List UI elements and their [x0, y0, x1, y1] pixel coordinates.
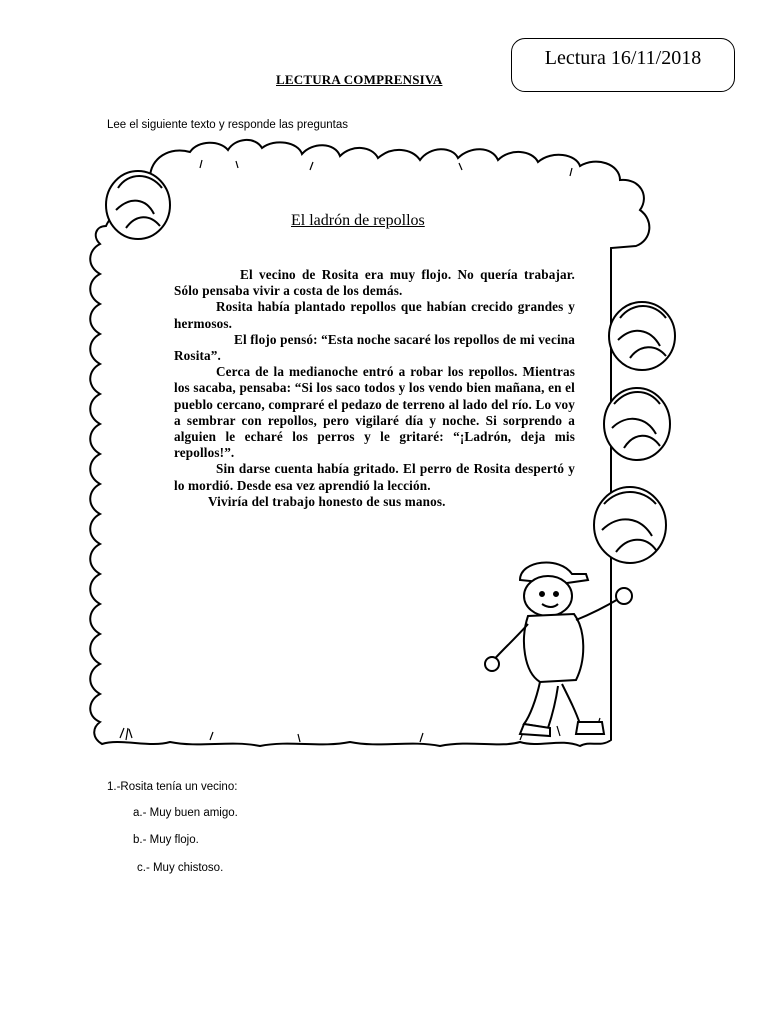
cabbage-icon	[594, 487, 666, 563]
question-prompt: 1.-Rosita tenía un vecino:	[107, 781, 238, 793]
story-text	[174, 267, 575, 510]
date-label: Lectura 16/11/2018	[544, 47, 702, 69]
question-option: c.- Muy chistoso.	[137, 862, 224, 874]
story-paragraph: Cerca de la medianoche entró a robar los repollos. Mientras los sacaba, pensaba: “Si los saco todos y los vendo bien mañana, en el pueblo cercano, compraré el pedazo de terreno al lado del río. Lo voy a sembrar con repollos, pero vigilaré día y noche. Si sorprendo a alguien le echaré los perros y le gritaré: “¡Ladrón, deja mis repollos!”.	[174, 364, 575, 461]
story-paragraph: Rosita había plantado repollos que habían crecido grandes y hermosos.	[174, 299, 575, 331]
question-option: b.- Muy flojo.	[133, 834, 199, 846]
story-paragraph: Sin darse cuenta había gritado. El perro de Rosita despertó y lo mordió. Desde esa vez aprendió la lección.	[174, 461, 575, 493]
story-title: El ladrón de repollos	[291, 212, 425, 229]
worksheet-heading: LECTURA COMPRENSIVA	[276, 72, 443, 87]
cabbage-icon	[609, 302, 675, 370]
boy-illustration	[485, 563, 632, 736]
cabbage-icon	[106, 171, 170, 239]
story-paragraph: El vecino de Rosita era muy flojo. No quería trabajar. Sólo pensaba vivir a costa de los demás.	[174, 267, 575, 299]
story-paragraph: Viviría del trabajo honesto de sus manos.	[208, 493, 446, 509]
story-paragraph: El flojo pensó: “Esta noche sacaré los repollos de mi vecina Rosita”.	[174, 331, 575, 364]
cabbage-icon	[604, 388, 670, 460]
instruction-text: Lee el siguiente texto y responde las preguntas	[107, 119, 349, 131]
question-option: a.- Muy buen amigo.	[133, 807, 238, 819]
